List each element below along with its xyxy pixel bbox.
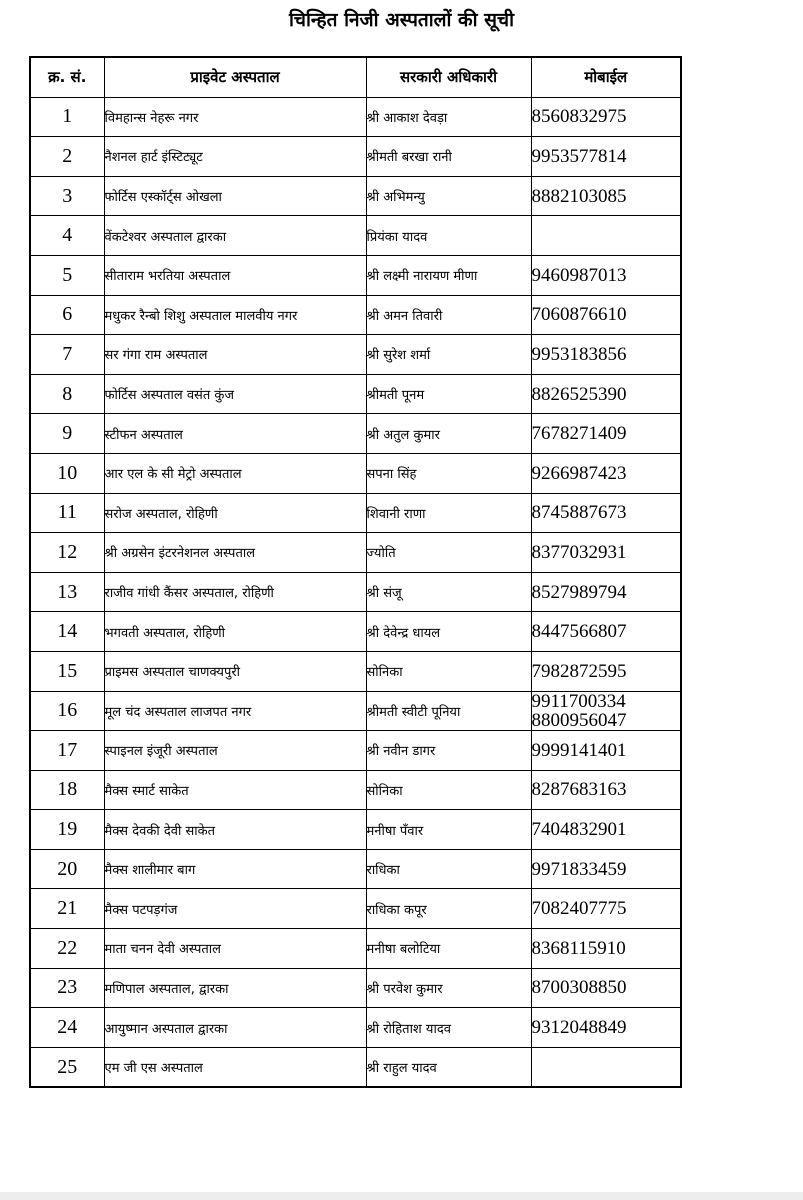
mobile-number: 8882103085 xyxy=(531,185,627,207)
serial-number: 9 xyxy=(30,414,104,454)
hospital-name: आर एल के सी मेट्रो अस्पताल xyxy=(104,453,366,493)
hospital-name: श्री अग्रसेन इंटरनेशनल अस्पताल xyxy=(104,533,366,573)
mobile-number: 7082407775 xyxy=(531,898,627,920)
table-row xyxy=(30,810,681,850)
table-row xyxy=(30,731,681,771)
hospital-name: वेंकटेश्वर अस्पताल द्वारका xyxy=(104,216,366,256)
mobile-cell xyxy=(531,1047,681,1087)
serial-number: 3 xyxy=(30,176,104,216)
bottom-edge xyxy=(0,1192,803,1200)
mobile-number: 9460987013 xyxy=(531,264,627,286)
column-header-serial: क्र. सं. xyxy=(30,57,104,97)
table-row xyxy=(30,216,681,256)
mobile-cell xyxy=(531,572,681,612)
officer-name: श्री आकाश देवड़ा xyxy=(366,97,531,137)
mobile-cell xyxy=(531,295,681,335)
hospital-name: मूल चंद अस्पताल लाजपत नगर xyxy=(104,691,366,731)
mobile-cell xyxy=(531,216,681,256)
hospital-name: स्टीफन अस्पताल xyxy=(104,414,366,454)
serial-number: 16 xyxy=(30,691,104,731)
mobile-number: 9911700334 xyxy=(531,691,626,712)
officer-name: श्री परवेश कुमार xyxy=(366,968,531,1008)
officer-name: शिवानी राणा xyxy=(366,493,531,533)
mobile-cell xyxy=(531,374,681,414)
table-row xyxy=(30,691,681,731)
serial-number: 14 xyxy=(30,612,104,652)
table-row xyxy=(30,453,681,493)
table-row xyxy=(30,295,681,335)
serial-number: 17 xyxy=(30,731,104,771)
hospital-name: विमहान्स नेहरू नगर xyxy=(104,97,366,137)
column-header-officer: सरकारी अधिकारी xyxy=(366,57,531,97)
mobile-cell xyxy=(531,137,681,177)
serial-number: 1 xyxy=(30,97,104,137)
mobile-number: 8560832975 xyxy=(531,106,627,128)
mobile-cell xyxy=(531,1008,681,1048)
mobile-number: 9312048849 xyxy=(531,1017,627,1039)
serial-number: 5 xyxy=(30,255,104,295)
serial-number: 2 xyxy=(30,137,104,177)
mobile-cell xyxy=(531,810,681,850)
hospital-name: सीताराम भरतिया अस्पताल xyxy=(104,255,366,295)
mobile-cell xyxy=(531,97,681,137)
table-row xyxy=(30,572,681,612)
table-row xyxy=(30,533,681,573)
table-row xyxy=(30,1008,681,1048)
serial-number: 18 xyxy=(30,770,104,810)
column-header-hospital: प्राइवेट अस्पताल xyxy=(104,57,366,97)
officer-name: श्री रोहिताश यादव xyxy=(366,1008,531,1048)
mobile-cell xyxy=(531,849,681,889)
officer-name: श्री देवेन्द्र धायल xyxy=(366,612,531,652)
table-row xyxy=(30,849,681,889)
officer-name: राधिका xyxy=(366,849,531,889)
serial-number: 25 xyxy=(30,1047,104,1087)
officer-name: मनीषा पँवार xyxy=(366,810,531,850)
mobile-number: 7060876610 xyxy=(531,304,627,326)
mobile-number: 8527989794 xyxy=(531,581,627,603)
mobile-number: 9953183856 xyxy=(531,343,627,365)
table-row xyxy=(30,97,681,137)
mobile-number: 9999141401 xyxy=(531,739,627,761)
mobile-cell xyxy=(531,731,681,771)
mobile-cell xyxy=(531,889,681,929)
serial-number: 10 xyxy=(30,453,104,493)
serial-number: 15 xyxy=(30,651,104,691)
officer-name: सपना सिंह xyxy=(366,453,531,493)
officer-name: श्री लक्ष्मी नारायण मीणा xyxy=(366,255,531,295)
serial-number: 19 xyxy=(30,810,104,850)
mobile-number: 7678271409 xyxy=(531,423,627,445)
officer-name: श्रीमती स्वीटी पूनिया xyxy=(366,691,531,731)
page-title: चिन्हित निजी अस्पतालों की सूची xyxy=(288,9,515,31)
hospital-table xyxy=(29,56,682,1088)
mobile-cell xyxy=(531,651,681,691)
mobile-cell xyxy=(531,453,681,493)
mobile-cell xyxy=(531,255,681,295)
hospital-name: एम जी एस अस्पताल xyxy=(104,1047,366,1087)
serial-number: 21 xyxy=(30,889,104,929)
serial-number: 7 xyxy=(30,335,104,375)
column-header-mobile: मोबाईल xyxy=(531,57,681,97)
mobile-cell xyxy=(531,176,681,216)
mobile-cell xyxy=(531,533,681,573)
table-row xyxy=(30,335,681,375)
hospital-name: आयुष्मान अस्पताल द्वारका xyxy=(104,1008,366,1048)
mobile-number: 7982872595 xyxy=(531,660,627,682)
serial-number: 4 xyxy=(30,216,104,256)
table-row xyxy=(30,929,681,969)
officer-name: श्री अभिमन्यु xyxy=(366,176,531,216)
serial-number: 6 xyxy=(30,295,104,335)
hospital-name: सर गंगा राम अस्पताल xyxy=(104,335,366,375)
hospital-name: मैक्स स्मार्ट साकेत xyxy=(104,770,366,810)
table-row xyxy=(30,414,681,454)
table-row xyxy=(30,612,681,652)
mobile-number: 8700308850 xyxy=(531,977,627,999)
table-row xyxy=(30,968,681,1008)
serial-number: 22 xyxy=(30,929,104,969)
table-row xyxy=(30,137,681,177)
mobile-cell xyxy=(531,691,681,731)
table-row xyxy=(30,374,681,414)
table-row xyxy=(30,176,681,216)
officer-name: सोनिका xyxy=(366,651,531,691)
mobile-number: 8800956047 xyxy=(531,709,627,731)
table-row xyxy=(30,493,681,533)
mobile-number: 8826525390 xyxy=(531,383,627,405)
hospital-name: मैक्स पटपड़गंज xyxy=(104,889,366,929)
mobile-number: 8377032931 xyxy=(531,541,627,563)
mobile-number: 8447566807 xyxy=(531,621,627,643)
mobile-number: 8287683163 xyxy=(531,779,627,801)
officer-name: प्रियंका यादव xyxy=(366,216,531,256)
mobile-number: 8368115910 xyxy=(531,937,626,959)
serial-number: 8 xyxy=(30,374,104,414)
hospital-name: मैक्स देवकी देवी साकेत xyxy=(104,810,366,850)
hospital-name: फोर्टिस अस्पताल वसंत कुंज xyxy=(104,374,366,414)
officer-name: ज्योति xyxy=(366,533,531,573)
table-row xyxy=(30,1047,681,1087)
hospital-name: नैशनल हार्ट इंस्टिट्यूट xyxy=(104,137,366,177)
table-row xyxy=(30,651,681,691)
hospital-name: मैक्स शालीमार बाग xyxy=(104,849,366,889)
serial-number: 13 xyxy=(30,572,104,612)
mobile-cell xyxy=(531,770,681,810)
table-row xyxy=(30,889,681,929)
table-row xyxy=(30,770,681,810)
officer-name: राधिका कपूर xyxy=(366,889,531,929)
hospital-name: प्राइमस अस्पताल चाणक्यपुरी xyxy=(104,651,366,691)
officer-name: श्रीमती पूनम xyxy=(366,374,531,414)
officer-name: श्री अतुल कुमार xyxy=(366,414,531,454)
mobile-number: 9266987423 xyxy=(531,462,627,484)
table-header-row xyxy=(30,57,681,97)
officer-name: श्री राहुल यादव xyxy=(366,1047,531,1087)
mobile-cell xyxy=(531,929,681,969)
serial-number: 11 xyxy=(30,493,104,533)
officer-name: श्री संजू xyxy=(366,572,531,612)
hospital-name: राजीव गांधी कैंसर अस्पताल, रोहिणी xyxy=(104,572,366,612)
hospital-name: मणिपाल अस्पताल, द्वारका xyxy=(104,968,366,1008)
table-body xyxy=(30,97,681,1087)
hospital-name: फोर्टिस एस्कॉर्ट्स ओखला xyxy=(104,176,366,216)
officer-name: श्रीमती बरखा रानी xyxy=(366,137,531,177)
officer-name: श्री सुरेश शर्मा xyxy=(366,335,531,375)
mobile-cell xyxy=(531,335,681,375)
mobile-cell xyxy=(531,968,681,1008)
hospital-name: सरोज अस्पताल, रोहिणी xyxy=(104,493,366,533)
officer-name: मनीषा बलोटिया xyxy=(366,929,531,969)
serial-number: 23 xyxy=(30,968,104,1008)
officer-name: श्री अमन तिवारी xyxy=(366,295,531,335)
officer-name: श्री नवीन डागर xyxy=(366,731,531,771)
hospital-name: स्पाइनल इंजूरी अस्पताल xyxy=(104,731,366,771)
table-row xyxy=(30,255,681,295)
hospital-name: भगवती अस्पताल, रोहिणी xyxy=(104,612,366,652)
serial-number: 24 xyxy=(30,1008,104,1048)
mobile-cell xyxy=(531,493,681,533)
mobile-cell xyxy=(531,414,681,454)
mobile-number: 9971833459 xyxy=(531,858,627,880)
hospital-name: मधुकर रैन्बो शिशु अस्पताल मालवीय नगर xyxy=(104,295,366,335)
mobile-number: 7404832901 xyxy=(531,819,627,841)
mobile-number: 9953577814 xyxy=(531,145,627,167)
mobile-number: 8745887673 xyxy=(531,502,627,524)
serial-number: 20 xyxy=(30,849,104,889)
mobile-cell xyxy=(531,612,681,652)
hospital-name: माता चनन देवी अस्पताल xyxy=(104,929,366,969)
serial-number: 12 xyxy=(30,533,104,573)
officer-name: सोनिका xyxy=(366,770,531,810)
